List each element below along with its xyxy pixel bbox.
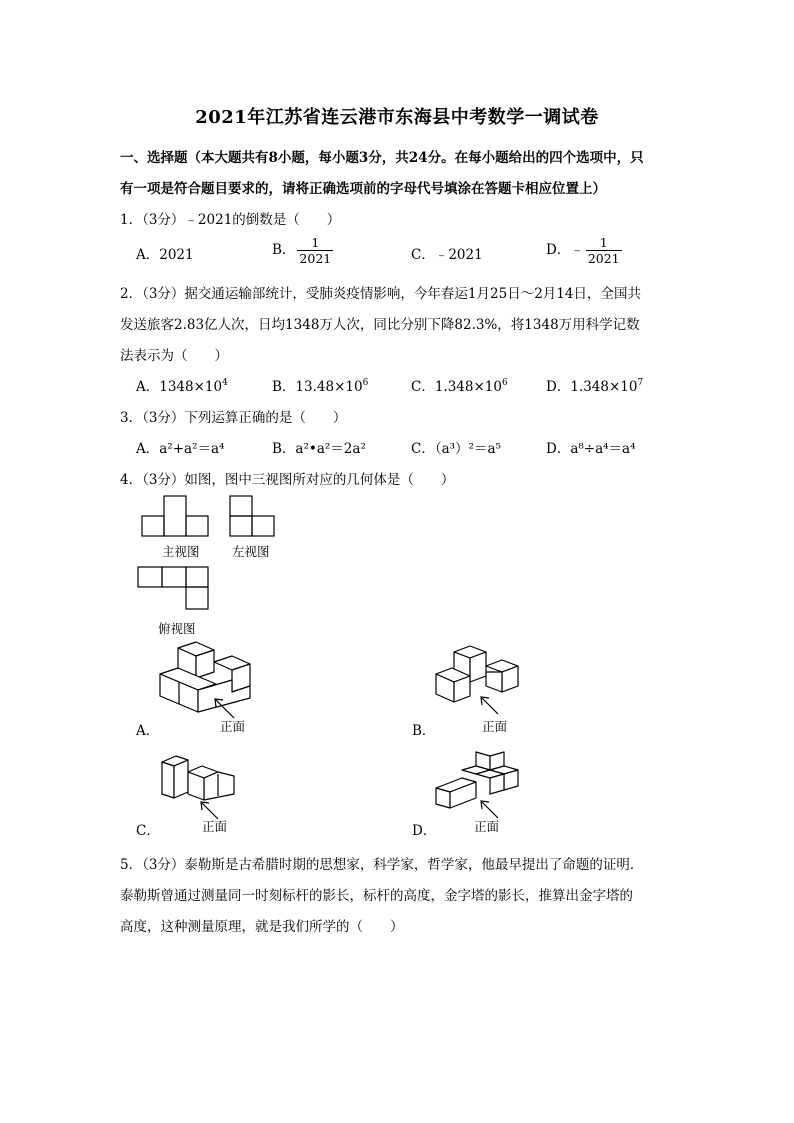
q4-c-front-label: 正面 bbox=[202, 819, 228, 834]
top-view-figure bbox=[136, 565, 212, 613]
q1-option-b-prefix: B． bbox=[272, 242, 296, 258]
q2-option-a[interactable] bbox=[136, 375, 228, 395]
q1-b-numerator: 1 bbox=[297, 235, 333, 251]
q2-option-c[interactable] bbox=[411, 375, 508, 395]
q1-b-denominator: 2021 bbox=[299, 251, 332, 266]
question-4-stem: 4．（3分）如图，图中三视图所对应的几何体是（ ） bbox=[120, 472, 455, 488]
front-view-figure bbox=[140, 494, 212, 540]
question-2-line2: 发送旅客2.83亿人次，日均1348万人次，同比分别下降82.3%，将1348万用科学记数 bbox=[120, 317, 640, 333]
section-heading-line1: 一、选择题（本大题共有8小题，每小题3分，共24分。在每小题给出的四个选项中，只 bbox=[120, 150, 644, 166]
q1-option-d-prefix: D．﹣ bbox=[546, 242, 584, 258]
section-heading-line2: 有一项是符合题目要求的，请将正确选项前的字母代号填涂在答题卡相应位置上） bbox=[120, 181, 606, 197]
question-2-line1: 2．（3分）据交通运输部统计，受肺炎疫情影响，今年春运1月25日～2月14日，全国共 bbox=[120, 286, 641, 302]
q3-option-a[interactable]: A．a²+a²＝a⁴ bbox=[136, 441, 225, 457]
q4-d-front-label: 正面 bbox=[474, 819, 500, 834]
q4-option-c-label[interactable]: C． bbox=[136, 823, 160, 839]
left-view-label: 左视图 bbox=[232, 544, 270, 559]
q3-option-d[interactable]: D．a⁸÷a⁴＝a⁴ bbox=[546, 441, 636, 457]
q2-a-exponent: 4 bbox=[222, 378, 228, 388]
q4-option-c-solid bbox=[158, 752, 242, 802]
q1-option-b-fraction bbox=[297, 235, 333, 266]
q2-b-exponent: 6 bbox=[362, 378, 369, 388]
q1-option-a[interactable]: A．2021 bbox=[136, 247, 194, 263]
question-3-stem: 3．（3分）下列运算正确的是（ ） bbox=[120, 410, 347, 426]
q4-option-b-label[interactable]: B． bbox=[412, 723, 436, 739]
q4-b-front-label: 正面 bbox=[482, 719, 508, 734]
q4-b-arrow-icon bbox=[478, 694, 502, 716]
left-view-figure bbox=[228, 494, 278, 540]
q2-c-base: C．1.348×10 bbox=[411, 379, 502, 395]
question-5-line3: 高度，这种测量原理，就是我们所学的（ ） bbox=[120, 919, 404, 935]
q1-option-b[interactable] bbox=[272, 235, 333, 266]
q1-option-d[interactable] bbox=[546, 235, 622, 266]
top-view-label: 俯视图 bbox=[158, 621, 196, 636]
q2-a-base: A．1348×10 bbox=[136, 379, 223, 395]
q3-option-b[interactable]: B．a²•a²＝2a² bbox=[272, 441, 366, 457]
question-1-stem: 1．（3分）﹣2021的倒数是（ ） bbox=[120, 212, 341, 228]
page-title: 2021年江苏省连云港市东海县中考数学一调试卷 bbox=[195, 107, 599, 128]
question-5-line1: 5．（3分）泰勒斯是古希腊时期的思想家，科学家，哲学家，他最早提出了命题的证明． bbox=[120, 857, 644, 873]
q2-d-exponent: 7 bbox=[637, 378, 644, 388]
q4-option-a-label[interactable]: A． bbox=[136, 723, 160, 739]
q2-d-base: D．1.348×10 bbox=[546, 379, 638, 395]
q1-d-numerator: 1 bbox=[586, 235, 622, 251]
question-5-line2: 泰勒斯曾通过测量同一时刻标杆的影长，标杆的高度，金字塔的影长，推算出金字塔的 bbox=[120, 888, 633, 904]
q1-option-d-fraction bbox=[586, 235, 622, 266]
front-view-label: 主视图 bbox=[162, 544, 200, 559]
q3-option-c[interactable]: C．（a³）²＝a⁵ bbox=[411, 441, 501, 457]
question-2-line3: 法表示为（ ） bbox=[120, 348, 228, 364]
q2-option-b[interactable] bbox=[272, 375, 368, 395]
q1-option-c[interactable]: C．﹣2021 bbox=[411, 247, 483, 263]
q2-b-base: B．13.48×10 bbox=[272, 379, 363, 395]
q4-a-front-label: 正面 bbox=[220, 719, 246, 734]
q2-option-d[interactable] bbox=[546, 375, 643, 395]
q4-option-d-label[interactable]: D． bbox=[412, 823, 437, 839]
q1-d-denominator: 2021 bbox=[587, 251, 620, 266]
q2-c-exponent: 6 bbox=[501, 378, 508, 388]
